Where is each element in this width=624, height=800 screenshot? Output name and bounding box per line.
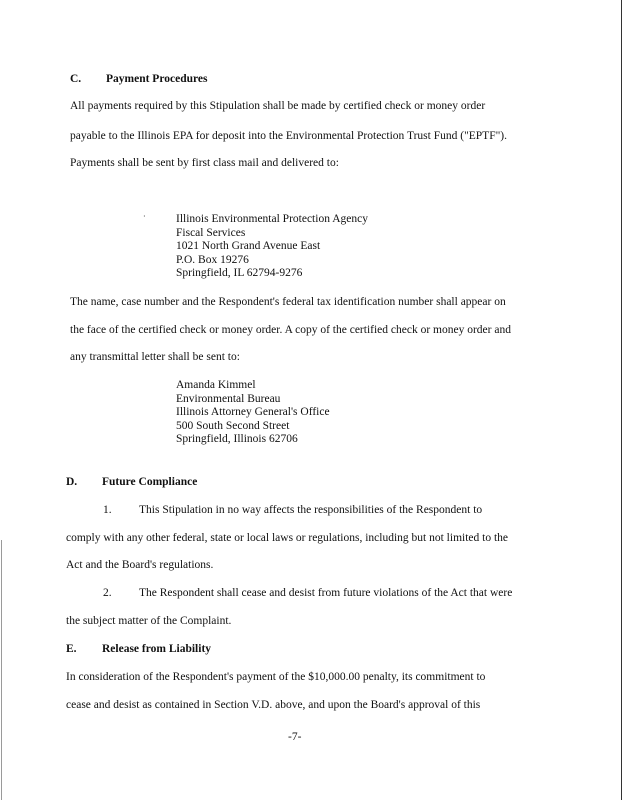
- paragraph-line: All payments required by this Stipulation shall be made by certified check or money order: [70, 100, 486, 112]
- address-line: Illinois Environmental Protection Agency: [176, 213, 368, 225]
- item-1-number: 1.: [103, 504, 112, 516]
- address-line: P.O. Box 19276: [176, 253, 249, 266]
- section-d-title: Future Compliance: [102, 476, 198, 488]
- section-c-title: Payment Procedures: [106, 73, 208, 85]
- page-edge-left: [1, 540, 2, 800]
- paragraph-line: Payments shall be sent by first class mail and delivered to:: [70, 157, 339, 169]
- paragraph-line: Act and the Board's regulations.: [66, 559, 214, 571]
- section-e-letter: E.: [66, 643, 77, 655]
- address-block-epa: [176, 213, 368, 281]
- section-d-letter: D.: [66, 476, 78, 488]
- address-line: Springfield, IL 62794-9276: [176, 267, 303, 279]
- section-e-title: Release from Liability: [102, 643, 212, 655]
- section-c-letter: C.: [70, 73, 82, 85]
- paragraph-line: The name, case number and the Respondent's federal tax identification number shall appear on: [70, 296, 506, 308]
- address-line: 1021 North Grand Avenue East: [176, 240, 321, 252]
- paragraph-line: comply with any other federal, state or local laws or regulations, including but not limited to the: [66, 532, 509, 544]
- section-d-heading: [66, 476, 197, 488]
- address-line: Amanda Kimmel: [176, 379, 256, 391]
- section-e-heading: [66, 643, 211, 655]
- page-edge-right: [621, 0, 622, 800]
- bullet-mark: ·: [143, 212, 146, 221]
- item-2-number: 2.: [103, 587, 112, 599]
- paragraph-line: cease and desist as contained in Section V.D. above, and upon the Board's approval of this: [66, 699, 481, 711]
- address-line: Springfield, Illinois 62706: [176, 433, 298, 445]
- paragraph-line: the face of the certified check or money order. A copy of the certified check or money order and: [70, 324, 511, 336]
- address-line: 500 South Second Street: [176, 419, 290, 432]
- address-line: Illinois Attorney General's Office: [176, 406, 330, 418]
- page-number: -7-: [288, 731, 302, 743]
- address-line: Fiscal Services: [176, 226, 246, 239]
- paragraph-line: In consideration of the Respondent's payment of the $10,000.00 penalty, its commitment to: [66, 671, 486, 683]
- paragraph-line: The Respondent shall cease and desist from future violations of the Act that were: [139, 587, 513, 599]
- address-block-ag: [176, 379, 330, 447]
- section-c-heading: [70, 73, 207, 85]
- address-line: Environmental Bureau: [176, 392, 281, 405]
- paragraph-line: This Stipulation in no way affects the responsibilities of the Respondent to: [139, 504, 483, 516]
- paragraph-line: any transmittal letter shall be sent to:: [70, 351, 240, 363]
- paragraph-line: payable to the Illinois EPA for deposit into the Environmental Protection Trust Fund ("EPTF").: [70, 130, 507, 142]
- paragraph-line: the subject matter of the Complaint.: [66, 615, 232, 627]
